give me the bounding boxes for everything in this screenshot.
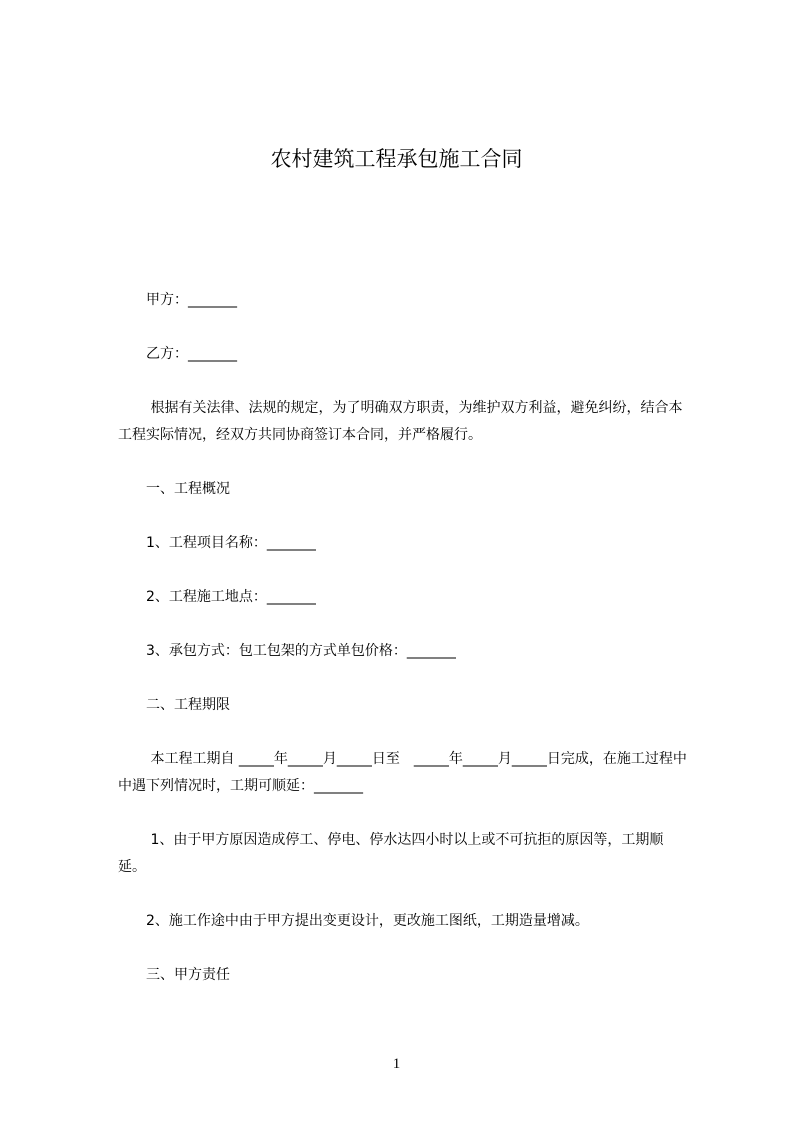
- section-heading-overview: 一、工程概况: [118, 481, 230, 497]
- document-title: 农村建筑工程承包施工合同: [270, 147, 523, 171]
- party-a-line: 甲方：_______: [118, 292, 237, 308]
- contract-method-line: 3、承包方式：包工包架的方式单包价格：_______: [118, 643, 456, 659]
- preamble-paragraph: 根据有关法律、法规的规定，为了明确双方职责，为维护双方利益，避免纠纷，结合本工程实际情况，经双方共同协商签订本合同，并严格履行。: [118, 400, 683, 443]
- section-heading-party-a-duties: 三、甲方责任: [118, 967, 230, 983]
- page-number: 1: [392, 1056, 401, 1072]
- project-location-line: 2、工程施工地点：_______: [118, 589, 316, 605]
- section-heading-duration: 二、工程期限: [118, 697, 230, 713]
- extension-clause-2: 2、施工作途中由于甲方提出变更设计，更改施工图纸，工期造量增减。: [118, 913, 589, 929]
- project-name-line: 1、工程项目名称：_______: [118, 535, 316, 551]
- extension-clause-1: 1、由于甲方原因造成停工、停电、停水达四小时以上或不可抗拒的原因等，工期顺延。: [118, 832, 664, 875]
- party-b-line: 乙方：_______: [118, 346, 237, 362]
- duration-paragraph: 本工程工期自 _____年_____月_____日至 _____年_____月_____日完成，在施工过程中中遇下列情况时，工期可顺延：_______: [118, 751, 687, 794]
